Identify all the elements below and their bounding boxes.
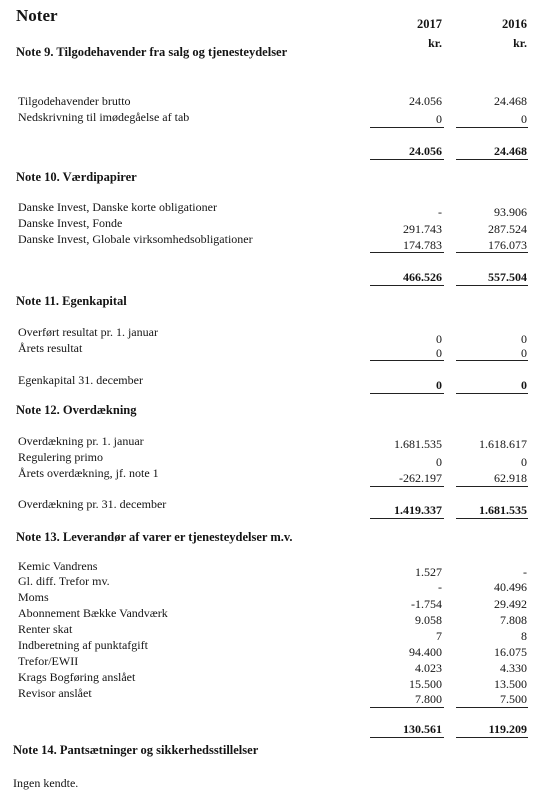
subtotal-rule bbox=[456, 707, 528, 708]
note14-title: Note 14. Pantsætninger og sikkerhedsstillelser bbox=[13, 743, 259, 757]
note11-row-label: Årets resultat bbox=[18, 341, 83, 355]
subtotal-rule bbox=[370, 486, 444, 487]
year-prior-header: 2016 bbox=[502, 17, 527, 31]
year-current-header: 2017 bbox=[417, 17, 442, 31]
note13-row-value-2017: -1.754 bbox=[411, 597, 442, 611]
note13-row-label: Renter skat bbox=[18, 622, 73, 636]
note12-row-value-2017: 1.681.535 bbox=[394, 437, 442, 451]
note13-row-label: Abonnement Bække Vandværk bbox=[18, 606, 168, 620]
subtotal-rule bbox=[370, 707, 444, 708]
note12-total-label: Overdækning pr. 31. december bbox=[18, 497, 167, 511]
note13-row-value-2016: 16.075 bbox=[494, 645, 527, 659]
note12-row-value-2016: 0 bbox=[521, 455, 527, 469]
note13-row-value-2017: 9.058 bbox=[415, 613, 442, 627]
note13-row-label: Gl. diff. Trefor mv. bbox=[18, 574, 110, 588]
note10-total-2016: 557.504 bbox=[488, 270, 527, 284]
note13-row-label: Krags Bogføring anslået bbox=[18, 670, 136, 684]
note13-title: Note 13. Leverandør af varer er tjenesteydelser m.v. bbox=[16, 530, 293, 544]
note12-title: Note 12. Overdækning bbox=[16, 403, 137, 417]
note13-row-value-2017: 4.023 bbox=[415, 661, 442, 675]
note11-title: Note 11. Egenkapital bbox=[16, 294, 127, 308]
note13-row-value-2016: 13.500 bbox=[494, 677, 527, 691]
note9-total-2017: 24.056 bbox=[409, 144, 442, 158]
note13-row-value-2016: 4.330 bbox=[500, 661, 527, 675]
note13-row-label: Revisor anslået bbox=[18, 686, 92, 700]
note13-row-value-2016: 40.496 bbox=[494, 580, 527, 594]
subtotal-rule bbox=[370, 127, 444, 128]
note13-row-value-2017: - bbox=[438, 580, 442, 594]
note10-row-label: Danske Invest, Danske korte obligationer bbox=[18, 200, 217, 214]
note12-row-value-2017: -262.197 bbox=[399, 471, 442, 485]
total-rule bbox=[456, 159, 528, 160]
note11-row-value-2016: 0 bbox=[521, 332, 527, 346]
subtotal-rule bbox=[456, 127, 528, 128]
note13-row-label: Trefor/EWII bbox=[18, 654, 79, 668]
note10-row-label: Danske Invest, Globale virksomhedsobligationer bbox=[18, 232, 253, 246]
note13-row-value-2016: - bbox=[523, 565, 527, 579]
note12-row-label: Regulering primo bbox=[18, 450, 103, 464]
total-rule bbox=[370, 737, 444, 738]
note12-row-label: Overdækning pr. 1. januar bbox=[18, 434, 144, 448]
note12-row-value-2016: 62.918 bbox=[494, 471, 527, 485]
total-rule bbox=[370, 159, 444, 160]
note9-row-value-2016: 0 bbox=[521, 112, 527, 126]
note10-row-value-2017: 291.743 bbox=[403, 222, 442, 236]
note13-row-value-2016: 8 bbox=[521, 629, 527, 643]
note10-row-value-2016: 176.073 bbox=[488, 238, 527, 252]
unit-prior-header: kr. bbox=[513, 36, 527, 50]
note10-row-value-2017: 174.783 bbox=[403, 238, 442, 252]
note9-row-value-2016: 24.468 bbox=[494, 94, 527, 108]
note10-row-value-2017: - bbox=[438, 205, 442, 219]
note13-row-value-2016: 7.500 bbox=[500, 692, 527, 706]
note11-row-label: Overført resultat pr. 1. januar bbox=[18, 325, 158, 339]
note10-row-value-2016: 93.906 bbox=[494, 205, 527, 219]
note9-row-value-2017: 0 bbox=[436, 112, 442, 126]
note12-row-value-2017: 0 bbox=[436, 455, 442, 469]
note10-row-label: Danske Invest, Fonde bbox=[18, 216, 123, 230]
subtotal-rule bbox=[370, 360, 444, 361]
note13-total-2016: 119.209 bbox=[488, 722, 527, 736]
note13-total-2017: 130.561 bbox=[403, 722, 442, 736]
subtotal-rule bbox=[456, 360, 528, 361]
note12-row-value-2016: 1.618.617 bbox=[479, 437, 527, 451]
note12-total-2016: 1.681.535 bbox=[479, 503, 527, 517]
note10-row-value-2016: 287.524 bbox=[488, 222, 527, 236]
total-rule bbox=[456, 737, 528, 738]
note12-row-label: Årets overdækning, jf. note 1 bbox=[18, 466, 159, 480]
note11-row-value-2016: 0 bbox=[521, 346, 527, 360]
note13-row-value-2017: 15.500 bbox=[409, 677, 442, 691]
note13-row-value-2016: 7.808 bbox=[500, 613, 527, 627]
page-title: Noter bbox=[16, 6, 58, 25]
note11-total-2016: 0 bbox=[521, 378, 527, 392]
total-rule bbox=[370, 518, 444, 519]
note11-total-2017: 0 bbox=[436, 378, 442, 392]
note13-row-value-2017: 7 bbox=[436, 629, 442, 643]
subtotal-rule bbox=[370, 252, 444, 253]
note12-total-2017: 1.419.337 bbox=[394, 503, 442, 517]
note9-total-2016: 24.468 bbox=[494, 144, 527, 158]
note13-row-value-2017: 1.527 bbox=[415, 565, 442, 579]
note11-row-value-2017: 0 bbox=[436, 332, 442, 346]
unit-current-header: kr. bbox=[428, 36, 442, 50]
note11-row-value-2017: 0 bbox=[436, 346, 442, 360]
note13-row-label: Moms bbox=[18, 590, 49, 604]
total-rule bbox=[456, 285, 528, 286]
note10-title: Note 10. Værdipapirer bbox=[16, 170, 137, 184]
note11-total-label: Egenkapital 31. december bbox=[18, 373, 143, 387]
note13-row-value-2017: 7.800 bbox=[415, 692, 442, 706]
subtotal-rule bbox=[456, 486, 528, 487]
total-rule bbox=[456, 518, 528, 519]
note9-title: Note 9. Tilgodehavender fra salg og tjenesteydelser bbox=[16, 45, 288, 59]
total-rule bbox=[370, 285, 444, 286]
note9-row-value-2017: 24.056 bbox=[409, 94, 442, 108]
total-rule bbox=[456, 393, 528, 394]
note9-row-label: Tilgodehavender brutto bbox=[18, 94, 131, 108]
subtotal-rule bbox=[456, 252, 528, 253]
note9-row-label: Nedskrivning til imødegåelse af tab bbox=[18, 110, 190, 124]
note13-row-value-2016: 29.492 bbox=[494, 597, 527, 611]
note10-total-2017: 466.526 bbox=[403, 270, 442, 284]
note13-row-value-2017: 94.400 bbox=[409, 645, 442, 659]
note14-text: Ingen kendte. bbox=[13, 776, 79, 790]
note13-row-label: Indberetning af punktafgift bbox=[18, 638, 148, 652]
total-rule bbox=[370, 393, 444, 394]
note13-row-label: Kemic Vandrens bbox=[18, 559, 98, 573]
